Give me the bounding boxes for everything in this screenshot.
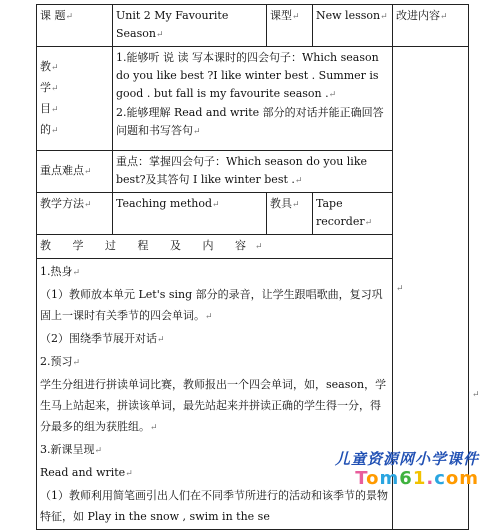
logo-letter: 1 (412, 468, 427, 489)
improvement-header: 改进内容↵ (393, 5, 469, 47)
topic-label: 课 题↵ (37, 5, 113, 47)
key-points-content: 重点：掌握四会句子：Which season do you like best?及其答句 I like winter best .↵ (113, 151, 393, 193)
process-paragraph: 2.预习↵ (40, 355, 81, 368)
method-label: 教学方法↵ (37, 193, 113, 235)
logo-letter: . (426, 468, 435, 489)
objectives-label: 教↵ 学↵ 目↵ 的↵ (37, 47, 113, 151)
lesson-type-value: New lesson↵ (313, 5, 393, 47)
logo-letter: om (445, 468, 479, 489)
header-row (37, 5, 469, 47)
process-paragraph: 1.热身↵ (40, 265, 81, 278)
process-paragraph: （1）教师放本单元 Let's sing 部分的录音，让学生跟唱歌曲，复习巩固上一课时有关季节的四会单词。↵ (40, 288, 383, 322)
process-title: 教 学 过 程 及 内 容↵ (37, 235, 393, 259)
process-content (37, 259, 393, 530)
lesson-plan-table (36, 4, 480, 530)
method-value: Teaching method↵ (113, 193, 267, 235)
process-content-row: 1.热身↵ （1）教师放本单元 Let's sing 部分的录音，让学生跟唱歌曲，复习巩固上一课时有关季节的四会单词。↵ （2）围绕季节展开对话↵ 2.预习↵ 学生分组进行拼读单词比赛，教师报出一个四会单词，如，season，学生马上站起来，拼读该单词，最先站起来并拼读正确的学生得一分，得分最多的组为获胜组。↵ 3.新课呈现↵ Read and write↵ （1）教师利用简笔画引出人们在不同季节所进行的活动和该季节的景物特征，如 Play in the snow , swim in the se ↵ (37, 259, 469, 530)
process-paragraph: Read and write↵ (40, 466, 133, 479)
process-paragraph: （1）教师利用简笔画引出人们在不同季节所进行的活动和该季节的景物特征，如 Play in the snow , swim in the se (40, 489, 388, 523)
logo-letter: T (355, 468, 367, 489)
aids-label: 教具↵ (267, 193, 313, 235)
key-points-label: 重点难点↵ (37, 151, 113, 193)
process-paragraph: 3.新课呈现↵ (40, 443, 103, 456)
improvement-column: ↵ (393, 47, 469, 530)
watermark-top-text: 儿童资源网小学课件 (334, 450, 479, 468)
aids-value: Tape recorder↵ (313, 193, 393, 235)
logo-letter: m (379, 468, 400, 489)
topic-value: Unit 2 My Favourite Season↵ (113, 5, 267, 47)
lesson-type-label: 课型↵ (267, 5, 313, 47)
process-paragraph: （2）围绕季节展开对话↵ (40, 332, 165, 345)
logo-letter: o (366, 468, 380, 489)
process-paragraph: 学生分组进行拼读单词比赛，教师报出一个四会单词，如，season，学生马上站起来，拼读该单词，最先站起来并拼读正确的学生得一分，得分最多的组为获胜组。↵ (40, 378, 387, 433)
objectives-row (37, 47, 469, 151)
logo-letter: 6 (399, 468, 413, 489)
objectives-content: 1.能够听 说 读 写本课时的四会句子：Which season do you like best ?I like winter best . Summer is good . but fall is my favourite season .↵ 2.能够理解 Read and write 部分的对话并能正确回答问题和书写答句↵ (113, 47, 393, 151)
logo-letter: c (434, 468, 446, 489)
